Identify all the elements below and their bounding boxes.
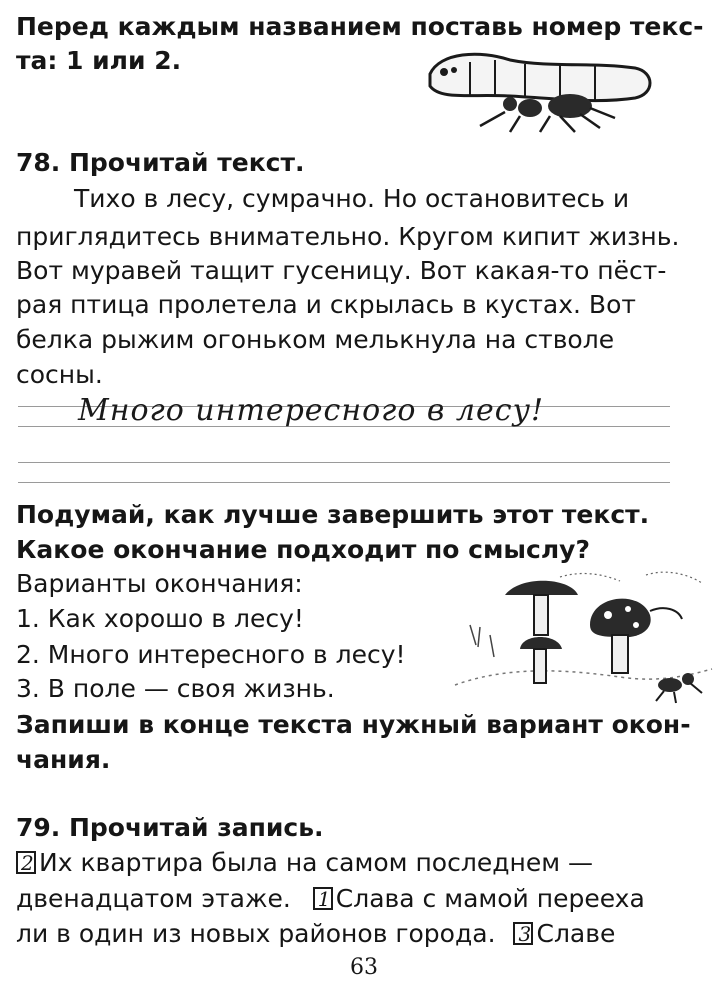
number-box-2[interactable]: [16, 851, 36, 874]
task-79-line-3a: ли в один из новых районов города.: [16, 919, 496, 948]
intro-line-1: Перед каждым названием поставь номер текс-: [16, 12, 704, 41]
task-79-line-1-text: Их квартира была на самом последнем —: [39, 848, 594, 877]
task-79-line-1: [16, 848, 593, 878]
ant-caterpillar-illustration: [410, 34, 670, 134]
writing-rule: [18, 462, 670, 463]
question-line-2: Какое окончание подходит по смыслу?: [16, 535, 590, 564]
number-box-3[interactable]: [513, 922, 533, 945]
text-line-3: Вот муравей тащит гусеницу. Вот какая-то пёст-: [16, 256, 667, 285]
instruction-line-2: чания.: [16, 745, 111, 774]
task-79-line-3: [16, 919, 615, 949]
task-78-heading: 78. Прочитай текст.: [16, 148, 305, 177]
task-79-heading: 79. Прочитай запись.: [16, 813, 324, 842]
task-79-line-3b: Славе: [536, 919, 616, 948]
text-line-4: рая птица пролетела и скрылась в кустах. Вот: [16, 290, 636, 319]
task-79-line-2b: Слава с мамой переexa: [335, 884, 645, 913]
box-mark: 2: [21, 851, 34, 875]
text-line-1: Тихо в лесу, сумрачно. Но остановитесь и: [74, 184, 630, 213]
box-mark: 3: [518, 922, 532, 946]
writing-rule: [18, 482, 670, 483]
task-79-line-2: [16, 884, 645, 914]
text-line-2: приглядитесь внимательно. Кругом кипит жизнь.: [16, 222, 680, 251]
box-mark: 1: [317, 887, 331, 911]
text-line-6: сосны.: [16, 360, 103, 389]
option-2: 2. Много интересного в лесу!: [16, 640, 406, 669]
intro-line-2: та: 1 или 2.: [16, 46, 182, 75]
question-line-1: Подумай, как лучше завершить этот текст.: [16, 500, 650, 529]
handwritten-answer: Много интересного в лесу!: [78, 393, 545, 428]
mushrooms-illustration: [450, 565, 718, 705]
task-79-line-2a: двенадцатом этаже.: [16, 884, 291, 913]
option-1: 1. Как хорошо в лесу!: [16, 604, 304, 633]
text-line-5: белка рыжим огоньком мелькнула на стволе: [16, 325, 615, 354]
page-number: 63: [350, 955, 378, 980]
option-3: 3. В поле — своя жизнь.: [16, 674, 335, 703]
number-box-1[interactable]: [313, 887, 333, 910]
options-title: Варианты окончания:: [16, 569, 303, 598]
instruction-line-1: Запиши в конце текста нужный вариант окон-: [16, 710, 691, 739]
